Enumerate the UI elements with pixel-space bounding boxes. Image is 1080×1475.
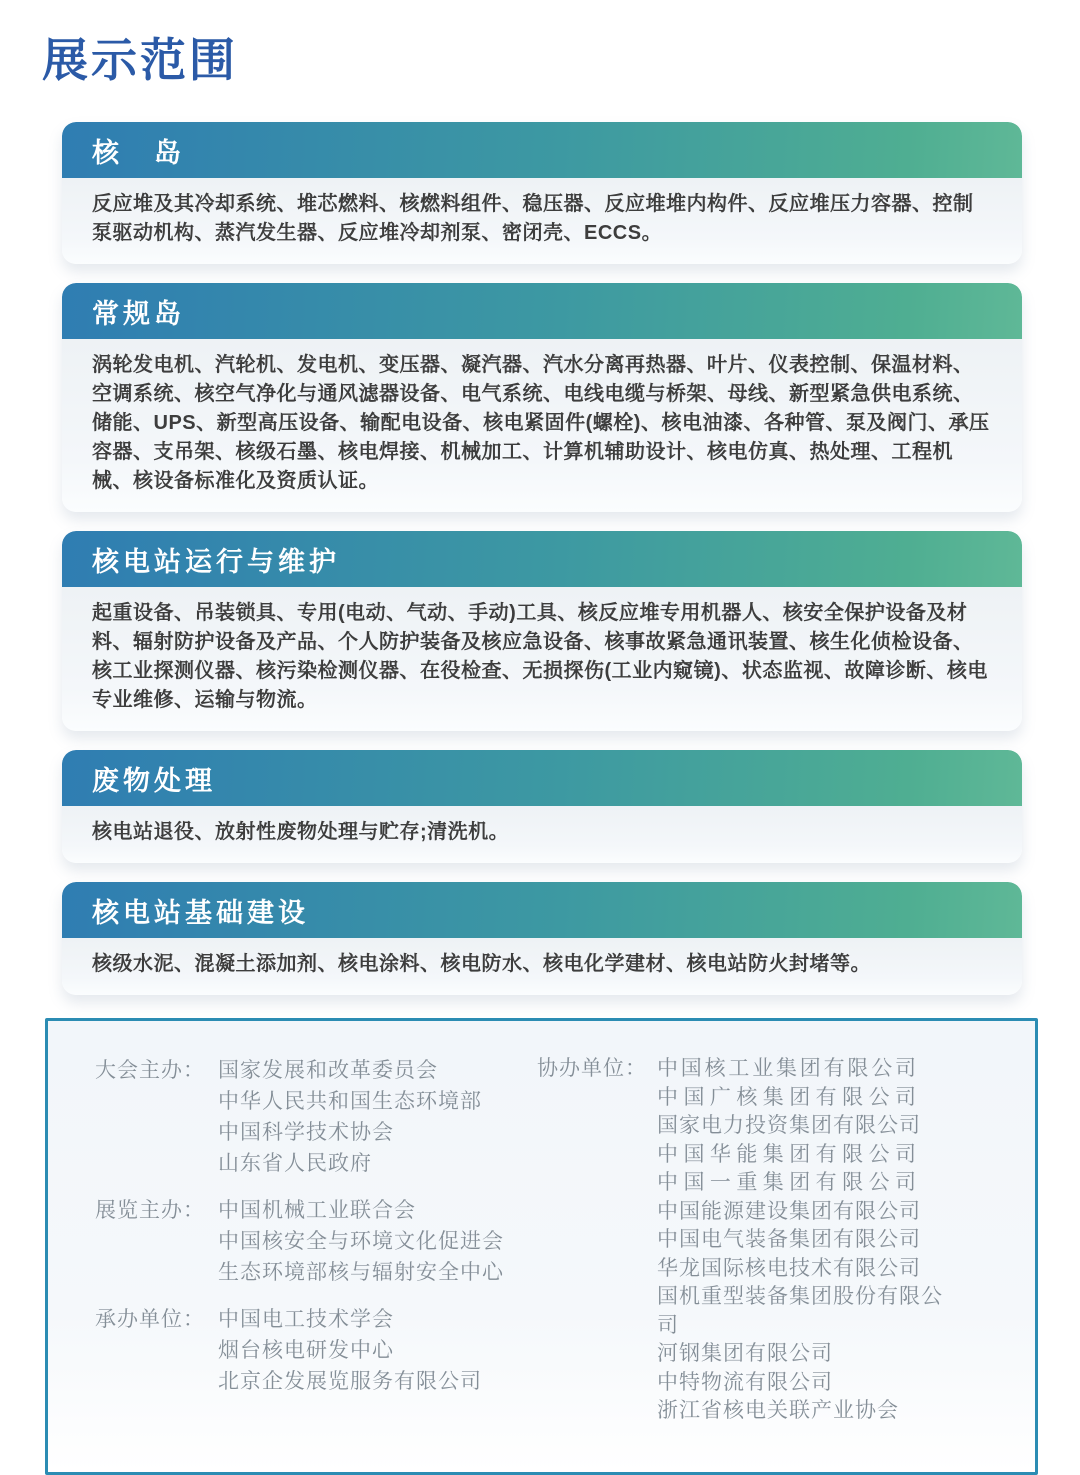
group-label: 展览主办： — [95, 1199, 205, 1222]
section-body-text: 反应堆及其冷却系统、堆芯燃料、核燃料组件、稳压器、反应堆堆内构件、反应堆压力容器、控制泵驱动机构、蒸汽发生器、反应堆冷却剂泵、密闭壳、ECCS。 — [92, 193, 974, 244]
section-card-infrastructure — [62, 882, 1022, 995]
section-header-operation-maintenance — [62, 531, 1022, 587]
organizer-item: 烟台核电研发中心 — [218, 1339, 394, 1362]
section-card-conventional-island — [62, 283, 1022, 512]
section-title: 核电站运行与维护 — [92, 546, 340, 577]
co-organizer-item: 中特物流有限公司 — [657, 1370, 833, 1394]
group-label: 承办单位： — [95, 1308, 205, 1331]
organizer-item: 中国机械工业联合会 — [218, 1199, 416, 1222]
section-header-nuclear-island — [62, 122, 1022, 178]
section-card-operation-maintenance — [62, 531, 1022, 731]
organizer-item: 国家发展和改革委员会 — [218, 1059, 438, 1082]
co-organizer-item: 浙江省核电关联产业协会 — [657, 1399, 899, 1422]
group-exhibition-hosts — [95, 1195, 537, 1288]
section-title: 核电站基础建设 — [92, 897, 309, 928]
organizers-box — [45, 1018, 1038, 1475]
group-conference-hosts — [95, 1055, 537, 1179]
organizer-item: 山东省人民政府 — [218, 1152, 372, 1175]
page-title: 展示范围 — [42, 34, 238, 86]
section-body-operation-maintenance — [62, 587, 1022, 731]
section-body-text: 核电站退役、放射性废物处理与贮存;清洗机。 — [92, 821, 510, 843]
co-organizer-item: 国家电力投资集团有限公司 — [657, 1114, 921, 1137]
organizer-item: 中华人民共和国生态环境部 — [218, 1090, 482, 1113]
section-body-text: 涡轮发电机、汽轮机、发电机、变压器、凝汽器、汽水分离再热器、叶片、仪表控制、保温材料、空调系统、核空气净化与通风滤器设备、电气系统、电线电缆与桥架、母线、新型紧急供电系统、储能、UPS、新型高压设备、输配电设备、核电紧固件(螺栓)、核电油漆、各种管、泵及阀门、承压容器、支吊架、核级石墨、核电焊接、机械加工、计算机辅助设计、核电仿真、热处理、工程机械、核设备标准化及资质认证。 — [92, 354, 990, 492]
co-organizer-item: 河钢集团有限公司 — [657, 1342, 833, 1365]
co-organizer-item: 中国能源建设集团有限公司 — [657, 1199, 921, 1223]
co-organizer-item: 华龙国际核电技术有限公司 — [657, 1256, 921, 1280]
section-body-waste-treatment — [62, 806, 1022, 863]
group-label: 协办单位： — [537, 1057, 647, 1080]
organizers-left-column — [95, 1055, 537, 1472]
group-items — [218, 1055, 482, 1179]
section-body-nuclear-island — [62, 178, 1022, 264]
organizer-item: 北京企发展览服务有限公司 — [218, 1370, 482, 1393]
organizers-right-column — [537, 1055, 957, 1472]
organizer-item: 中国核安全与环境文化促进会 — [218, 1230, 504, 1253]
section-header-waste-treatment — [62, 750, 1022, 806]
section-body-text: 核级水泥、混凝土添加剂、核电涂料、核电防水、核电化学建材、核电站防火封堵等。 — [92, 953, 871, 975]
co-organizer-item: 中国广核集团有限公司 — [657, 1085, 917, 1109]
co-organizer-item: 中国华能集团有限公司 — [657, 1142, 917, 1166]
organizer-item: 中国科学技术协会 — [218, 1121, 394, 1144]
co-organizer-item: 国机重型装备集团股份有限公司 — [657, 1285, 943, 1337]
section-title: 核 岛 — [92, 137, 185, 168]
organizer-item: 中国电工技术学会 — [218, 1308, 394, 1331]
section-card-waste-treatment — [62, 750, 1022, 863]
organizer-item: 生态环境部核与辐射安全中心 — [218, 1261, 504, 1284]
section-card-nuclear-island — [62, 122, 1022, 264]
group-items — [218, 1304, 482, 1397]
section-body-text: 起重设备、吊装锁具、专用(电动、气动、手动)工具、核反应堆专用机器人、核安全保护设备及材料、辐射防护设备及产品、个人防护装备及核应急设备、核事故紧急通讯装置、核生化侦检设备、核工业探测仪器、核污染检测仪器、在役检查、无损探伤(工业内窥镜)、状态监视、故障诊断、核电专业维修、运输与物流。 — [92, 602, 988, 711]
section-title: 废物处理 — [92, 765, 216, 796]
group-items-co-organizers — [657, 1055, 957, 1472]
section-body-conventional-island — [62, 339, 1022, 512]
section-title: 常规岛 — [92, 298, 185, 329]
group-undertakers — [95, 1304, 537, 1397]
section-list — [62, 122, 1022, 995]
co-organizer-item: 中国电气装备集团有限公司 — [657, 1228, 921, 1251]
section-header-infrastructure — [62, 882, 1022, 938]
co-organizer-item: 中国核工业集团有限公司 — [657, 1057, 917, 1080]
co-organizer-item: 中国一重集团有限公司 — [657, 1171, 917, 1194]
section-header-conventional-island — [62, 283, 1022, 339]
section-body-infrastructure — [62, 938, 1022, 995]
group-label: 大会主办： — [95, 1059, 205, 1082]
group-items — [218, 1195, 504, 1288]
